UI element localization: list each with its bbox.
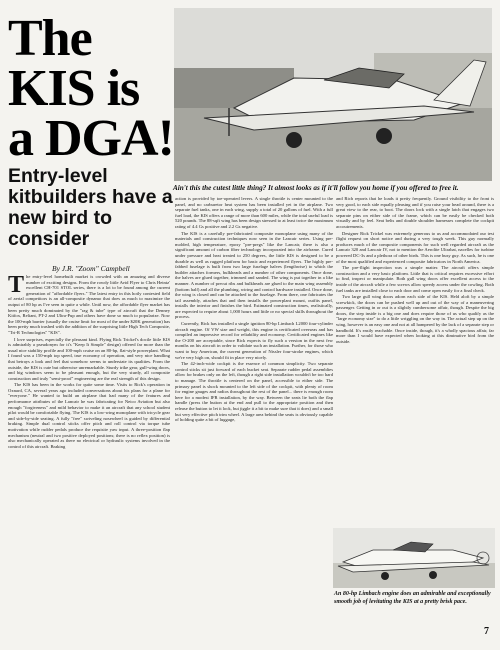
- aircraft-photo-illustration: [174, 8, 492, 181]
- byline: By J.R. "Zoom" Campbell: [52, 264, 130, 273]
- page-number: 7: [484, 626, 489, 637]
- body-column-1: [8, 274, 170, 638]
- body-paragraph: Designer Rick Trickel was extremely generous to us and accommodated our test flight request on short notice and during a very tough week. This guy normally produces much of the composite components for such well regarded aircraft as the Lancair 320 and Lancair IV, not to mention the Aerolite Ultrabat, nacelles for turbine powered DC-3s and a plethora of other birds. This is one busy guy. As such, he is one of the most qualified and experienced composite fabricators in North America.: [336, 230, 494, 264]
- headline-line-1: The: [8, 10, 92, 67]
- body-paragraph: I love surprises, especially the pleasant kind. Flying Rick Trickel's docile little KIS is admirably a pseudonym for it's "Keep It Simple" design) offered far more than the usual nice stability profile and 100-mph cruise on an 80-hp, flat-style powerplant. What I found was a 150-mph top speed, true economy of operation, and very nice handling that betrays a look and feel that somehow seems to understate its qualities. From the outside, the KIS is cute but otherwise unremarkable. Sturdy trike gear, gull-wing doors, and big windows seem to be pleasant enough, but the very sturdy, all composite construction and truly "semi-proof" engineering are the real strength of this design.: [8, 336, 170, 381]
- headline-line-3: a DGA!: [8, 110, 174, 167]
- drop-cap: T: [8, 274, 25, 298]
- aircraft-photo-bottom-illustration: [333, 528, 495, 588]
- body-paragraph: he entry-level homebuilt market is crowded with an amazing and diverse number of exciting designs. From the rowdy little Avid Flyer to Chris Heintz' excellent CH-701 STOL series, there is a lot to be found among the current generation of "affordable flyers." The latest entry in this hotly contested field of aerial competitors is an all-composite dynamo that does as much to maximize the output of 80 hp as I've seen in quite a while. Until now, the affordable flyer market has been pretty much dominated by the "rag & tube" type of aircraft that the Denney Kitfox, Reliant, PT-2 and Ultra-Pup and others have done so much to popularize. Now the 100-mph barrier (usually the cruise limit for most of the under $20K generation) has been pretty much trashed with the addition of the surprising little High Tech Composite, "Tri-R Technologies" "KIS".: [8, 274, 170, 335]
- body-paragraph: action is provided by toe-operated levers. A single throttle is center mounted to the panel, and no carburetor heat system has been installed yet in the airplane. Two separate fuel tanks, one in each wing, supply a total of 20 gallons of fuel. With a full fuel load, the KIS offers a range of more than 600 miles, while the total useful load is 520 pounds. The 88-sqft wing has been design stressed to at least twice the maximum rating of 4.4 Gs positive and 2.2 Gs negative.: [175, 196, 333, 229]
- body-paragraph: The KIS has been in the works for quite some time. Visits to Rick's operation in Oxnard, CA, several years ago included conversations about his plans for a plane for "everyone." He wanted to build an airplane that had many of the features and performance attributes of the Lancair he was fabricating for Neico Aviation but also enough "forgiveness" and mild behavior to make it an aircraft that any school student pilot would be comfortable flying. The KIS is a low-wing monoplane with tricycle gear and side-by-side seating. A fully "free" swiveling nosewheel is guided by differential braking. Simple dual control sticks offer pitch and roll control via torque tube motivation while rudder pedals produce the requisite yaw input. A three-position flap mechanism (neutral and two positive deployed positions; there is no reflex position) is also mechanically operated as there no electrical or hydraulic systems involved in the control of this aircraft. Braking: [8, 382, 170, 449]
- body-paragraph: The KIS is a carefully pre-fabricated composite monoplane using many of the materials and construction techniques now seen in the Lancair series. Using pre-molded, high temperature, epoxy "pre-pregs" like the Lancair, there is also a significant amount of carbon fiber technology incorporated into the airframe. Cured under pressure and heat treated to 250 degrees, the little KIS is designed to be a durable as well as rugged platform for basic and experienced flyers. The highly pre-fabbed fuselage is built from two large fuselage halves (lengthwise) to which the builder attaches formers, bulkheads and a number of other components. Once done, the halves are glued together, trimmed and sanded. The wing is put together in a like manner. A number of precut ribs and bulkheads are glued to the main wing assembly (bottom half) and all the plumbing, wiring and control hardware installed. Once done, the wing is closed and can be attached to the fuselage. From there, one fabricates the tail assembly, attaches that and then installs the powerplant mount, outfits panel, installs the interior and finishes the bird. Estimated construction times, realistically, are expected to require about 1,000 hours and little or no special skills throughout the process.: [175, 230, 333, 320]
- body-paragraph: The pre-flight inspection was a simple matter. The aircraft offers simple construction and a very basic platform. Little that is critical requires excessive effort to find, inspect or manipulate. Both gull wing doors offer excellent access to the inside of the aircraft while a few screws allow speedy access under the cowling. Both fuel tanks are installed close to each door and come open easily for a final check.: [336, 265, 494, 293]
- body-paragraph: Two large gull wing doors adorn each side of the KIS. Held aloft by a simple screwkick, the doors can be pushed well up and out of the way of a maneuvering passenger. Getting in or out is a slightly cumbersome affair, though. Despite the big doors, the step inside is a big one and does require those of us who qualify as the "large economy size" to do a little wriggling on the way in. The actual step up on the wing, however is an easy one and not at all hampered by the lack of a separate step or handhold. It's easily reachable. Once inside, though, it's a wholly spacious affair, far more than I would have expected when looking at this diminutive bird from the outside.: [336, 294, 494, 344]
- headline-line-2: KIS is: [8, 60, 140, 117]
- photo-caption-bottom: An 80-hp Limbach engine does an admirable and exceptionally smooth job of levitating the KIS at a pretty brisk pace.: [334, 591, 491, 605]
- body-paragraph: and Rich reports that he loads it pretty frequently. Ground visibility to the front is very good, to each side equally pleasing and if you raise your head around, there is a great view to the rear, to boot. The doors lock with a single latch that engages two separate pins on either side of the frame, which can be easily be checked both visually and by feel. Seat belts and double shoulder harnesses complete the cockpit accoutrements.: [336, 196, 494, 229]
- article-deck: Entry-level kitbuilders have a new bird to consider: [8, 165, 173, 250]
- body-column-2: [175, 196, 333, 636]
- headline: [8, 10, 176, 167]
- body-paragraph: The 42-inch-wide cockpit is the essence of common simplicity. Two separate control sticks sit just forward of each bucket seat. Separate rudder pedal assemblies allow for brakes only on the left, though a right side installation wouldn't be too hard to manage. The throttle is centered on the panel, accessible to either side. The primary panel is shock mounted to the left side of the cockpit, with plenty of room for engine gauges and radios throughout the rest of the panel... there is enough room here for a modest IFR installation, by the way. Between the seats lie both the flap handle (press the button at the end and pull to the appropriate position and then release the button to let it lock, but jiggle it a bit to make sure that it does) and a small but very effective pitch trim wheel. A large area behind the seats is obviously capable of holding quite a bit of luggage,: [175, 361, 333, 423]
- aircraft-photo-bottom: [333, 528, 495, 588]
- photo-caption-top: Ain't this the cutest little thing? It almost looks as if it'll follow you home if you offered to free it.: [173, 184, 459, 192]
- aircraft-photo-top: [174, 8, 492, 181]
- body-column-3: [336, 196, 494, 526]
- body-paragraph: Currently, Rick has installed a single ignition 80-hp Limbach L2000 four-cylinder aircraft engine. Of VW size and weight, this engine is certificated overseas and has compiled an impressive record for reliability and economy. Certificated engines like the O-200 are acceptable, since Rick expects to fly such a version in the next few months on his aircraft in order to validate such an installation. Further, for those who want to buy American, the current generation of Nissler four-stroke engines, which we're very high on, should fit in place very nicely.: [175, 321, 333, 360]
